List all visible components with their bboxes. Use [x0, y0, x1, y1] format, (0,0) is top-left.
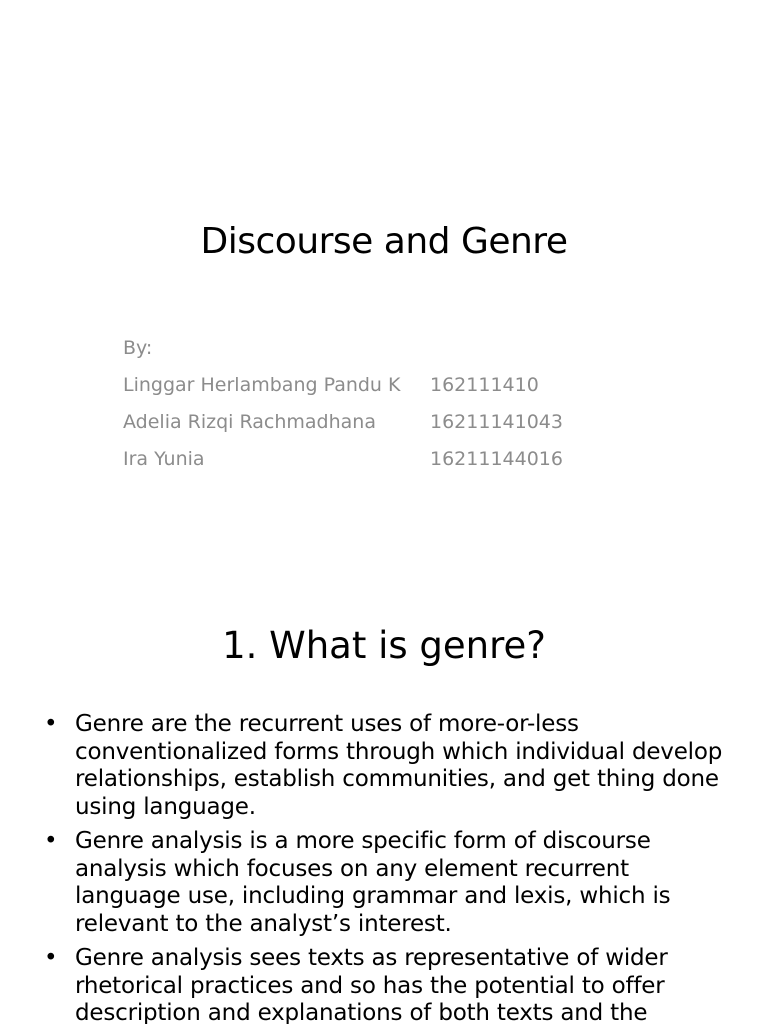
author-row	[123, 367, 563, 404]
slide-title: Discourse and Genre	[200, 221, 568, 262]
bullet-dot-icon: •	[44, 945, 58, 971]
author-id: 162111410	[430, 374, 539, 396]
bullet-dot-icon: •	[44, 711, 58, 737]
bullet-text: Genre are the recurrent uses of more-or-less conventionalized forms through which individual develop relationships, establish communities, and get thing done using language.	[75, 711, 723, 820]
author-id: 16211144016	[430, 448, 563, 470]
bullet-list	[44, 711, 724, 1024]
bullet-text: Genre analysis sees texts as representative of wider rhetorical practices and so has the potential to offer description and explanations of both texts and the	[75, 945, 668, 1024]
bullet-item	[44, 945, 724, 1024]
author-id: 16211141043	[430, 411, 563, 433]
bullet-text: Genre analysis is a more specific form of discourse analysis which focuses on any element recurrent language use, including grammar and lexis, which is relevant to the analyst’s interest.	[75, 828, 671, 937]
slide-heading: 1. What is genre?	[222, 624, 546, 667]
bullet-item	[44, 828, 724, 938]
bullet-dot-icon: •	[44, 828, 58, 854]
author-name: Ira Yunia	[123, 448, 205, 470]
bullet-item	[44, 711, 724, 821]
content-slide	[0, 576, 768, 1024]
by-label: By:	[123, 337, 153, 359]
author-name: Linggar Herlambang Pandu K	[123, 374, 401, 396]
author-row	[123, 441, 563, 478]
authors-block	[123, 330, 563, 478]
author-row	[123, 404, 563, 441]
author-name: Adelia Rizqi Rachmadhana	[123, 411, 376, 433]
